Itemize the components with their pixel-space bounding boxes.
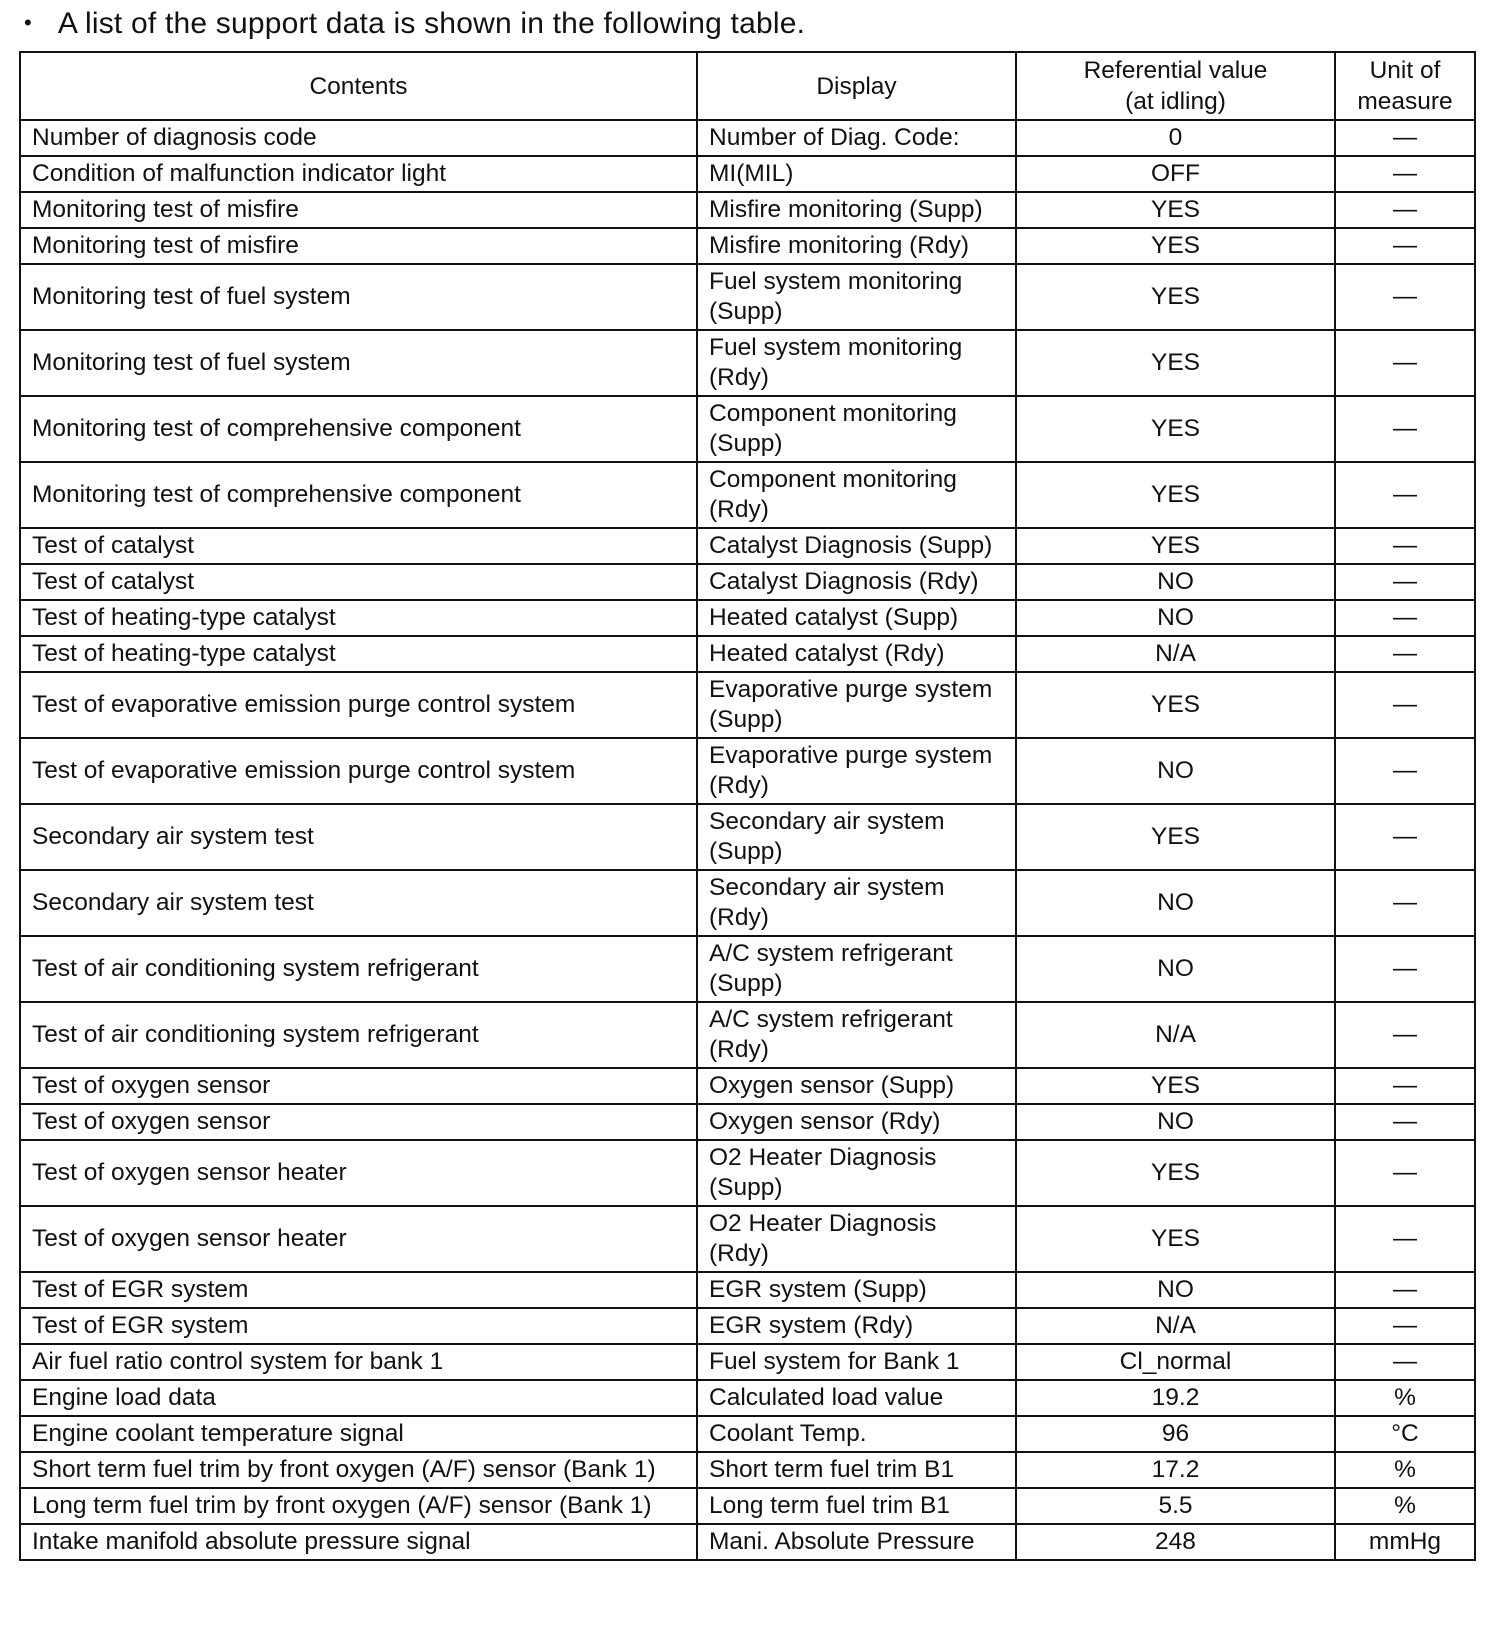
cell-unit: — [1335,264,1475,330]
table-row [20,636,1475,672]
cell-contents: Test of oxygen sensor heater [20,1140,697,1206]
cell-referential-value: 248 [1016,1524,1335,1560]
cell-display: EGR system (Rdy) [697,1308,1016,1344]
cell-referential-value: NO [1016,870,1335,936]
cell-display: Calculated load value [697,1380,1016,1416]
cell-unit: — [1335,936,1475,1002]
cell-display: Short term fuel trim B1 [697,1452,1016,1488]
cell-referential-value: YES [1016,528,1335,564]
cell-contents: Test of heating-type catalyst [20,636,697,672]
table-row [20,1308,1475,1344]
cell-referential-value: YES [1016,330,1335,396]
cell-contents: Test of catalyst [20,528,697,564]
cell-unit: — [1335,804,1475,870]
cell-referential-value: YES [1016,1206,1335,1272]
cell-unit: °C [1335,1416,1475,1452]
cell-referential-value: 0 [1016,120,1335,156]
cell-contents: Condition of malfunction indicator light [20,156,697,192]
cell-referential-value: NO [1016,1104,1335,1140]
table-row [20,1380,1475,1416]
cell-display: Component monitoring (Supp) [697,396,1016,462]
cell-referential-value: 19.2 [1016,1380,1335,1416]
cell-unit: — [1335,228,1475,264]
cell-referential-value: YES [1016,264,1335,330]
table-row [20,738,1475,804]
cell-unit: — [1335,1344,1475,1380]
cell-display: O2 Heater Diagnosis (Rdy) [697,1206,1016,1272]
cell-contents: Test of oxygen sensor [20,1104,697,1140]
table-row [20,1068,1475,1104]
cell-unit: — [1335,1104,1475,1140]
cell-display: Number of Diag. Code: [697,120,1016,156]
cell-referential-value: YES [1016,396,1335,462]
table-row [20,462,1475,528]
table-row [20,564,1475,600]
intro-text: A list of the support data is shown in the following table. [57,7,806,40]
header-referential-value: Referential value (at idling) [1016,52,1335,120]
cell-contents: Test of evaporative emission purge control system [20,672,697,738]
cell-contents: Monitoring test of comprehensive component [20,396,697,462]
cell-referential-value: 96 [1016,1416,1335,1452]
bullet-icon: • [24,10,32,35]
table-row [20,1416,1475,1452]
cell-display: Oxygen sensor (Rdy) [697,1104,1016,1140]
table-row [20,936,1475,1002]
table-row [20,1206,1475,1272]
cell-unit: — [1335,156,1475,192]
cell-referential-value: YES [1016,192,1335,228]
cell-unit: — [1335,462,1475,528]
cell-unit: — [1335,1308,1475,1344]
cell-referential-value: NO [1016,564,1335,600]
table-row [20,528,1475,564]
cell-display: Long term fuel trim B1 [697,1488,1016,1524]
cell-contents: Monitoring test of fuel system [20,330,697,396]
cell-referential-value: Cl_normal [1016,1344,1335,1380]
cell-unit: % [1335,1452,1475,1488]
cell-display: MI(MIL) [697,156,1016,192]
cell-referential-value: YES [1016,1068,1335,1104]
cell-display: Evaporative purge system (Supp) [697,672,1016,738]
cell-display: Fuel system monitoring (Supp) [697,264,1016,330]
cell-contents: Engine load data [20,1380,697,1416]
cell-display: EGR system (Supp) [697,1272,1016,1308]
table-row [20,1104,1475,1140]
cell-display: Secondary air system (Supp) [697,804,1016,870]
intro-line [24,2,805,46]
cell-unit: — [1335,396,1475,462]
cell-unit: — [1335,1272,1475,1308]
table-row [20,192,1475,228]
cell-display: Misfire monitoring (Rdy) [697,228,1016,264]
cell-display: Oxygen sensor (Supp) [697,1068,1016,1104]
cell-referential-value: NO [1016,738,1335,804]
cell-referential-value: 5.5 [1016,1488,1335,1524]
cell-display: Component monitoring (Rdy) [697,462,1016,528]
cell-referential-value: 17.2 [1016,1452,1335,1488]
table-row [20,330,1475,396]
cell-contents: Long term fuel trim by front oxygen (A/F) sensor (Bank 1) [20,1488,697,1524]
cell-display: Misfire monitoring (Supp) [697,192,1016,228]
table-row [20,672,1475,738]
cell-contents: Test of catalyst [20,564,697,600]
cell-unit: — [1335,1206,1475,1272]
cell-referential-value: N/A [1016,1308,1335,1344]
cell-referential-value: OFF [1016,156,1335,192]
header-display: Display [697,52,1016,120]
cell-unit: % [1335,1488,1475,1524]
cell-referential-value: N/A [1016,1002,1335,1068]
cell-referential-value: YES [1016,672,1335,738]
cell-referential-value: YES [1016,1140,1335,1206]
cell-display: Evaporative purge system (Rdy) [697,738,1016,804]
cell-contents: Monitoring test of comprehensive component [20,462,697,528]
cell-display: Fuel system for Bank 1 [697,1344,1016,1380]
table-row [20,1524,1475,1560]
table-row [20,120,1475,156]
table-row [20,870,1475,936]
cell-contents: Monitoring test of fuel system [20,264,697,330]
cell-referential-value: N/A [1016,636,1335,672]
cell-display: Fuel system monitoring (Rdy) [697,330,1016,396]
cell-referential-value: NO [1016,936,1335,1002]
cell-display: A/C system refrigerant (Supp) [697,936,1016,1002]
table-row [20,396,1475,462]
cell-display: Catalyst Diagnosis (Supp) [697,528,1016,564]
cell-unit: % [1335,1380,1475,1416]
cell-unit: — [1335,564,1475,600]
cell-contents: Test of air conditioning system refrigerant [20,1002,697,1068]
cell-display: Heated catalyst (Supp) [697,600,1016,636]
cell-contents: Test of EGR system [20,1272,697,1308]
cell-unit: — [1335,330,1475,396]
table-row [20,228,1475,264]
table-row [20,264,1475,330]
cell-unit: — [1335,120,1475,156]
cell-display: Secondary air system (Rdy) [697,870,1016,936]
table-row [20,804,1475,870]
cell-contents: Air fuel ratio control system for bank 1 [20,1344,697,1380]
cell-contents: Secondary air system test [20,804,697,870]
cell-display: O2 Heater Diagnosis (Supp) [697,1140,1016,1206]
cell-display: Catalyst Diagnosis (Rdy) [697,564,1016,600]
cell-unit: — [1335,192,1475,228]
cell-contents: Test of heating-type catalyst [20,600,697,636]
cell-unit: — [1335,600,1475,636]
cell-contents: Short term fuel trim by front oxygen (A/F) sensor (Bank 1) [20,1452,697,1488]
cell-referential-value: YES [1016,804,1335,870]
cell-contents: Test of evaporative emission purge control system [20,738,697,804]
cell-contents: Test of EGR system [20,1308,697,1344]
cell-unit: — [1335,672,1475,738]
cell-contents: Test of oxygen sensor heater [20,1206,697,1272]
cell-contents: Test of oxygen sensor [20,1068,697,1104]
table-row [20,1344,1475,1380]
table-row [20,156,1475,192]
cell-unit: — [1335,1068,1475,1104]
cell-unit: mmHg [1335,1524,1475,1560]
cell-referential-value: NO [1016,1272,1335,1308]
cell-contents: Test of air conditioning system refrigerant [20,936,697,1002]
header-unit-of-measure: Unit of measure [1335,52,1475,120]
table-row [20,1002,1475,1068]
cell-unit: — [1335,1002,1475,1068]
table-header-row [20,52,1475,120]
support-data-table [19,51,1476,1561]
cell-unit: — [1335,738,1475,804]
cell-unit: — [1335,1140,1475,1206]
cell-contents: Number of diagnosis code [20,120,697,156]
cell-referential-value: YES [1016,462,1335,528]
table-row [20,1272,1475,1308]
cell-referential-value: YES [1016,228,1335,264]
cell-contents: Monitoring test of misfire [20,192,697,228]
cell-display: A/C system refrigerant (Rdy) [697,1002,1016,1068]
table-row [20,1452,1475,1488]
cell-unit: — [1335,528,1475,564]
header-contents: Contents [20,52,697,120]
cell-referential-value: NO [1016,600,1335,636]
cell-contents: Monitoring test of misfire [20,228,697,264]
cell-contents: Secondary air system test [20,870,697,936]
cell-contents: Engine coolant temperature signal [20,1416,697,1452]
cell-display: Coolant Temp. [697,1416,1016,1452]
cell-display: Heated catalyst (Rdy) [697,636,1016,672]
cell-display: Mani. Absolute Pressure [697,1524,1016,1560]
table-row [20,1488,1475,1524]
cell-unit: — [1335,870,1475,936]
table-row [20,600,1475,636]
table-row [20,1140,1475,1206]
cell-unit: — [1335,636,1475,672]
cell-contents: Intake manifold absolute pressure signal [20,1524,697,1560]
